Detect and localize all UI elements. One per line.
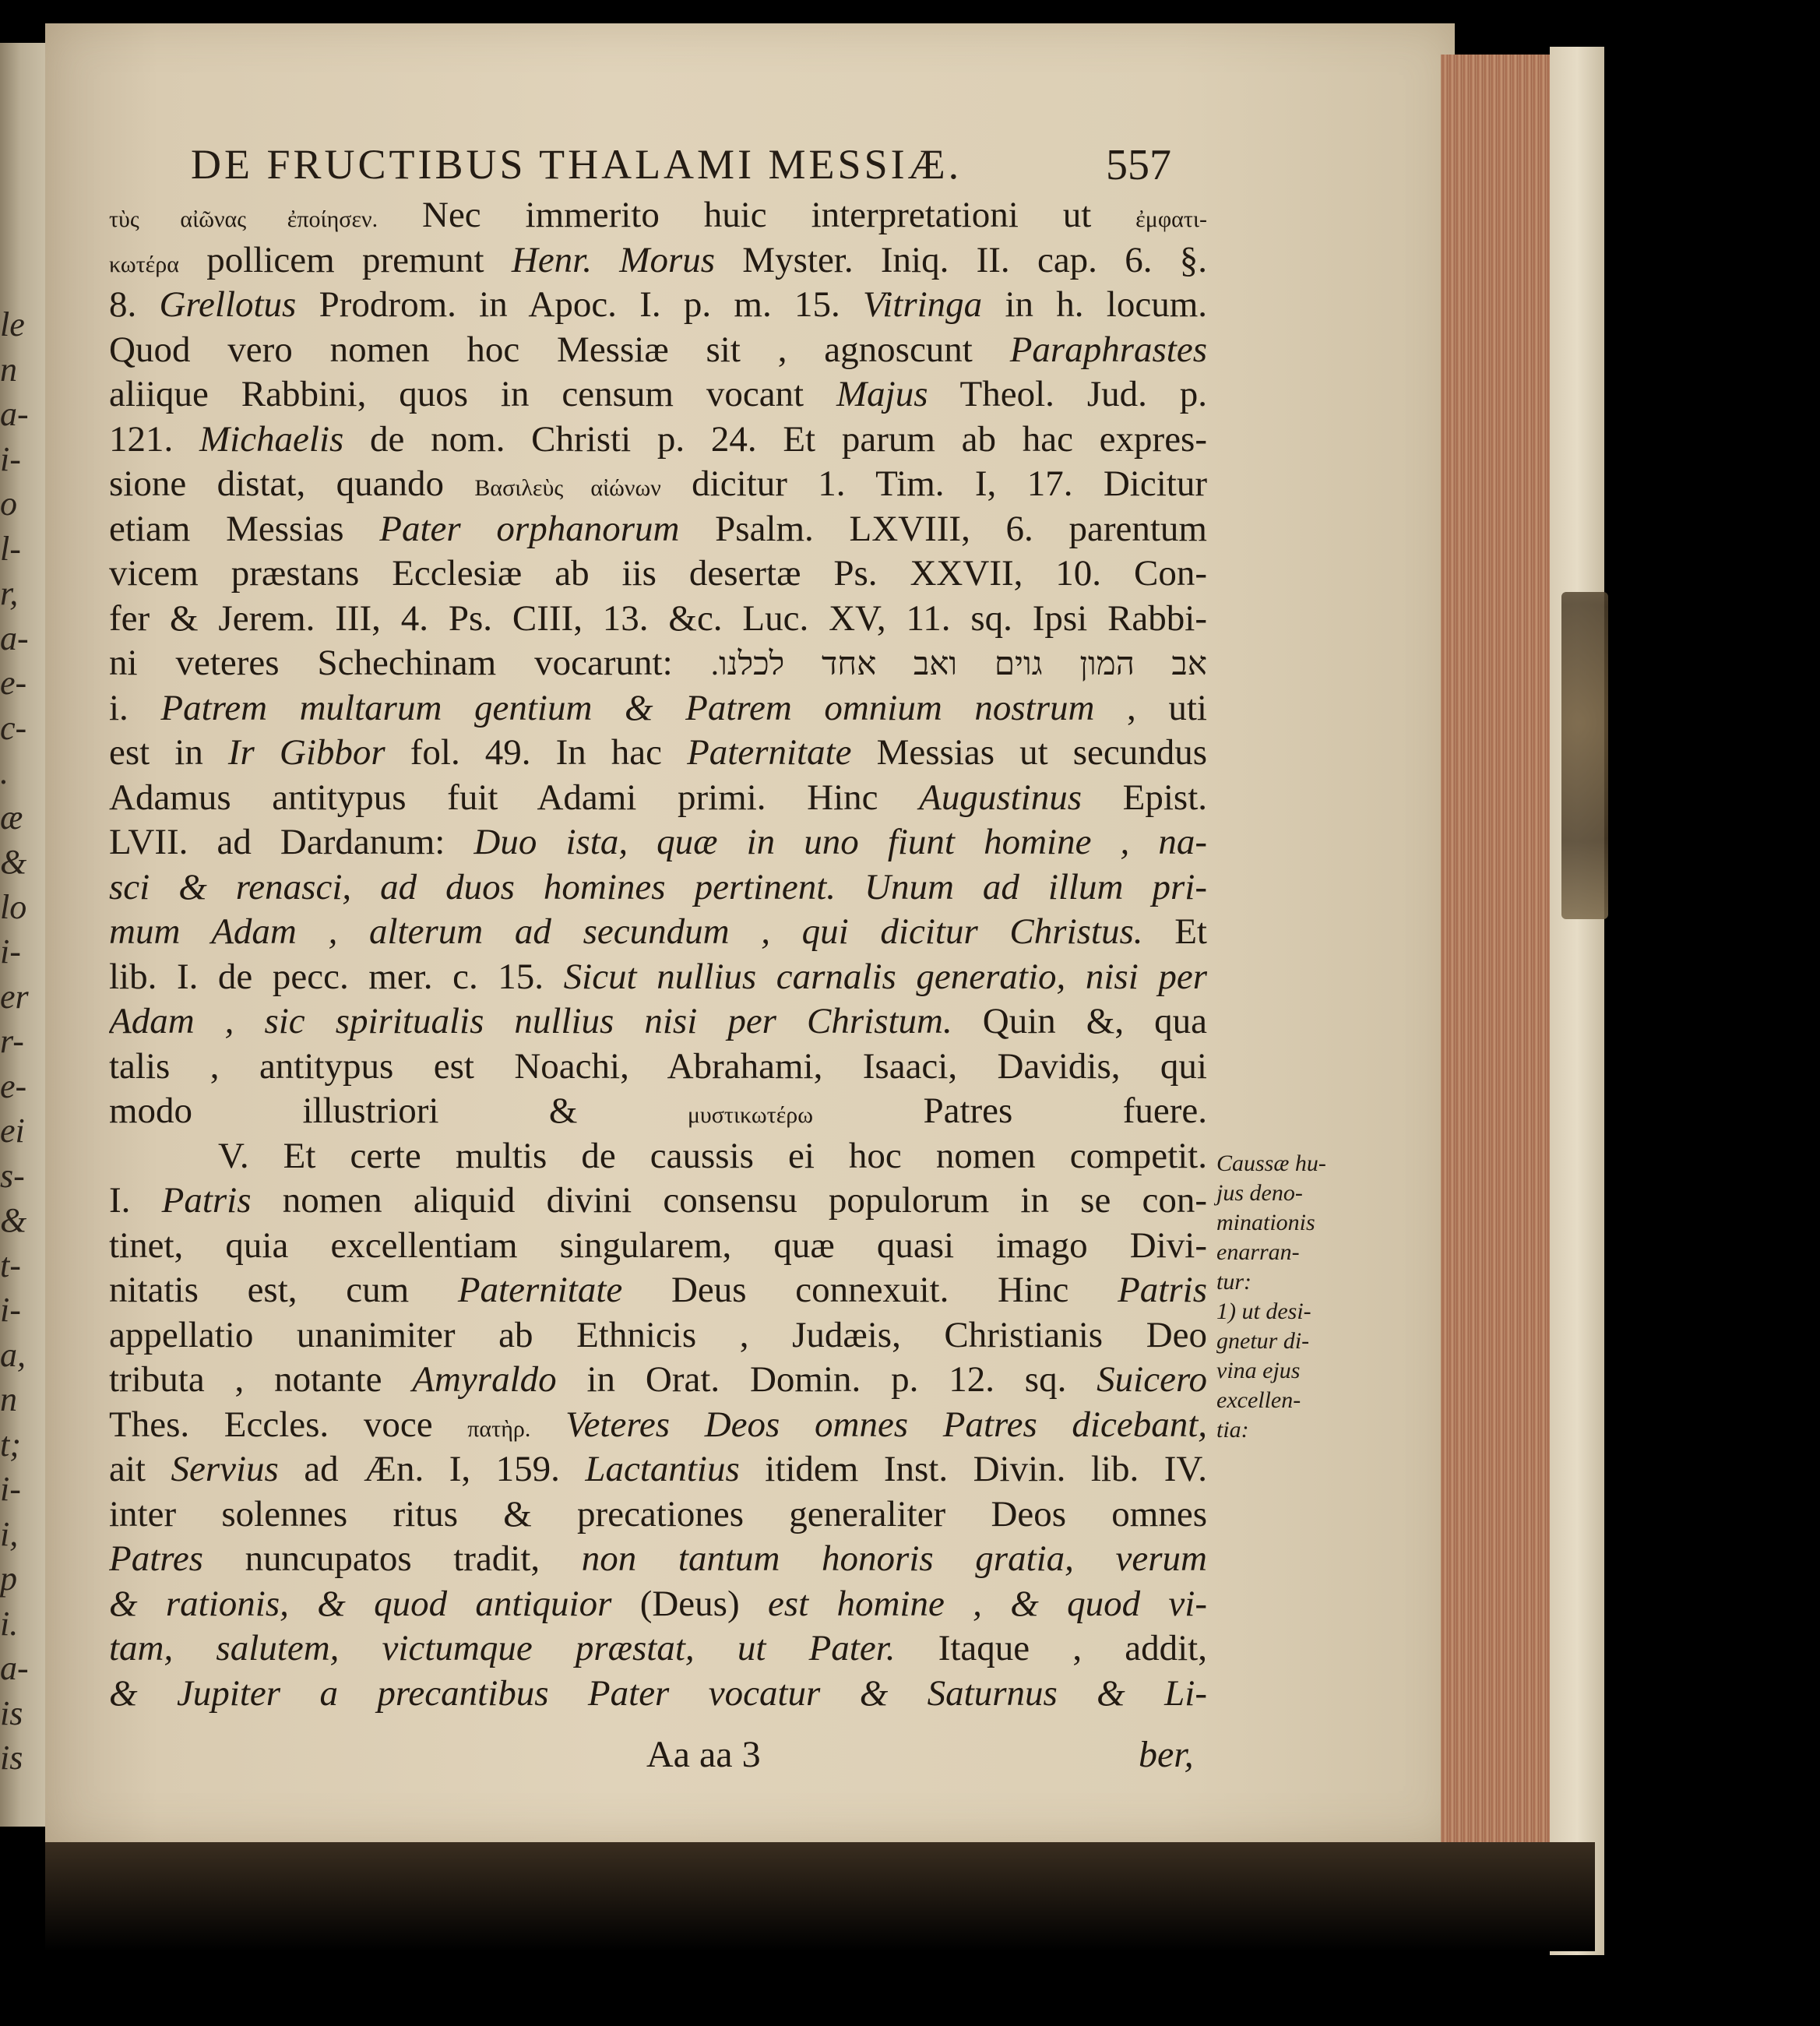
left-page-fragment: p [0,1559,17,1598]
greek-run: τὺς αἰῶνας ἐποίησεν. [109,206,378,232]
left-page-fragment: i, [0,1514,19,1553]
italic-run: & rationis, & quod antiquior [109,1583,612,1624]
book-cover-edge [1550,47,1604,1955]
left-page-fragment: o [0,484,17,523]
margin-note-line: minationis [1216,1210,1315,1235]
text-run: Nec immerito huic interpretationi ut [378,195,1136,235]
left-page-fragment: lo [0,887,27,926]
left-page-fragment: l- [0,529,21,568]
text-run: nomen aliquid divini consensu populorum in se con- [251,1180,1207,1221]
text-run: 121. [109,418,199,460]
text-run: modo illustriori & [109,1091,688,1131]
italic-run: Pater orphanorum [379,508,680,549]
text-line [109,1268,1207,1313]
text-line [109,776,1207,821]
catchword: ber, [1139,1734,1194,1775]
text-line [109,1537,1207,1582]
italic-run: Paternitate [687,732,852,773]
text-run: ad Æn. I, 159. [278,1449,586,1489]
text-line [109,1313,1207,1358]
text-line [109,1447,1207,1492]
text-run: vicem præstans Ecclesiæ ab iis desertæ Ps. XXVII, 10. Con- [109,553,1207,594]
text-run: Psalm. LXVIII, 6. parentum [679,508,1207,549]
text-line [109,372,1207,418]
left-page-fragment: & [0,843,27,881]
text-line [109,686,1207,731]
text-run: fol. 49. In hac [385,732,688,773]
text-run: ni veteres Schechinam vocarunt: [109,643,711,683]
text-line [109,910,1207,955]
text-run: appellatio unanimiter ab Ethnicis , Judæis, Christianis Deo [109,1314,1207,1355]
text-run: etiam Messias [109,508,380,549]
text-run [530,1404,565,1445]
italic-run: sci & renasci, ad duos homines pertinent. Unum ad illum pri- [109,866,1207,907]
text-line [109,641,1207,686]
left-page-fragment: le [0,305,25,344]
text-line [109,1626,1207,1672]
left-page-fragment: e- [0,664,27,702]
text-run: inter solennes ritus & precationes generaliter Deos omnes [109,1493,1207,1534]
running-head: DE FRUCTIBUS THALAMI MESSIÆ. [191,141,963,188]
text-run: , uti [1094,687,1207,728]
italic-run: Patris [1118,1270,1207,1310]
left-page-fragment: n [0,350,17,389]
text-line [109,1582,1207,1627]
left-page-fragment: a- [0,1649,29,1687]
text-line [109,955,1207,1000]
text-line [109,551,1207,597]
left-page-fragment: s- [0,1156,25,1195]
text-run: Messias ut secundus [851,732,1207,773]
text-run: Quod vero nomen hoc Messiæ sit , agnoscunt [109,329,1010,370]
text-line [109,820,1207,865]
italic-run: non tantum honoris gratia, verum [581,1538,1207,1579]
left-page-fragment: c- [0,708,27,747]
italic-run: Duo ista, quæ in uno fiunt homine , na- [473,822,1207,862]
greek-run: κωτέρα [109,251,179,277]
greek-run: πατὴρ. [467,1415,531,1442]
text-run: Theol. Jud. p. [928,374,1207,414]
left-page-fragment: i- [0,439,21,478]
text-line [109,1134,1207,1179]
text-line [109,328,1207,373]
left-page-fragment: r- [0,1022,24,1060]
italic-run: Amyraldo [412,1359,557,1400]
margin-note [1216,1149,1333,1445]
text-run: in Orat. Domin. p. 12. sq. [556,1359,1097,1400]
text-run: est in [109,732,228,773]
left-page-fragment: e- [0,1066,27,1105]
text-run: in h. locum. [982,284,1207,325]
text-run: Epist. [1082,777,1207,818]
text-run: V. Et certe multis de caussis ei hoc nomen competit. [218,1135,1207,1176]
text-line [109,462,1207,507]
margin-note-line: enarran- [1216,1239,1300,1265]
italic-run: Patris [161,1180,252,1221]
text-run: Adamus antitypus fuit Adami primi. Hinc [109,777,920,818]
text-run: talis , antitypus est Noachi, Abrahami, Isaaci, Davidis, qui [109,1045,1207,1087]
text-line [109,1045,1207,1090]
left-page-fragment: n [0,1380,17,1418]
text-run: Itaque , addit, [895,1628,1207,1668]
margin-note-line: excellen- [1216,1387,1301,1413]
text-line [109,1672,1207,1717]
greek-run: ἐμφατι- [1135,206,1207,232]
italic-run: Suicero [1097,1359,1207,1400]
page-number: 557 [1106,141,1171,189]
left-page-fragment: t- [0,1246,21,1284]
text-line [109,507,1207,552]
italic-run: Veteres Deos omnes Patres dicebant, [565,1404,1207,1445]
text-line [109,731,1207,776]
text-run: pollicem premunt [178,239,512,280]
left-page-fragment: æ [0,798,23,837]
text-run: Patres fuere. [813,1091,1207,1131]
italic-run: Lactantius [585,1449,740,1489]
italic-run: Grellotus [159,284,297,325]
left-page-fragment: is [0,1693,23,1732]
text-run: Prodrom. in Apoc. I. p. m. 15. [296,284,863,325]
italic-run: Vitringa [862,284,983,325]
left-page-fragment: & [0,1201,27,1239]
text-line [109,418,1207,463]
text-line [109,1492,1207,1538]
text-run: sione distat, quando [109,463,475,504]
italic-run: mum Adam , alterum ad secundum , qui dicitur Christus. [109,911,1143,952]
text-run: Et [1142,911,1207,952]
italic-run: Patrem multarum gentium & Patrem omnium nostrum [160,687,1095,728]
margin-note-line: tur: [1216,1269,1251,1295]
italic-run: Paternitate [457,1270,623,1310]
signature-mark: Aa aa 3 [646,1734,761,1775]
text-run: LVII. ad Dardanum: [109,822,474,862]
text-run: (Deus) [611,1583,768,1624]
text-run: aliique Rabbini, quos in censum vocant [109,374,837,414]
text-run: ait [109,1449,171,1489]
italic-run: Augustinus [919,777,1082,818]
italic-run: Adam , sic spiritualis nullius nisi per Christum. [109,1001,952,1041]
bottom-shadow [45,1842,1595,1951]
left-page-fragment: a- [0,395,29,433]
text-line [109,865,1207,911]
margin-note-line: Caussæ hu- [1216,1150,1326,1176]
italic-run: Servius [171,1449,279,1489]
left-page-fragment: er [0,977,29,1016]
text-run: fer & Jerem. III, 4. Ps. CIII, 13. &c. Luc. XV, 11. sq. Ipsi Rabbi- [109,597,1207,639]
text-run: nuncupatos tradit, [202,1538,582,1579]
text-line [109,597,1207,642]
body-text [109,193,1207,1716]
left-page-fragment: i- [0,1470,21,1508]
hebrew-run: אב המון גוים ואב אחד לכלנו. [710,647,1207,682]
italic-run: Paraphrastes [1009,329,1207,370]
italic-run: Patres [109,1538,203,1579]
greek-run: Βασιλεὺς αἰώνων [474,475,661,501]
cover-stain [1561,592,1608,919]
left-page-fragment: ei [0,1112,25,1150]
italic-run: est homine , & quod vi- [767,1583,1207,1624]
text-run: 8. [109,284,160,325]
text-run: Deus connexuit. Hinc [622,1270,1118,1310]
text-run: Myster. Iniq. II. cap. 6. §. [715,239,1207,280]
left-page-fragment: t; [0,1425,21,1464]
left-page-fragment: r, [0,574,19,612]
italic-run: Michaelis [199,418,344,460]
text-run: Thes. Eccles. voce [109,1404,468,1445]
text-run: I. [109,1180,162,1221]
text-run: dicitur 1. Tim. I, 17. Dicitur [660,463,1207,504]
text-line [109,1224,1207,1269]
text-line [109,1089,1207,1134]
left-page-fragment: i- [0,1291,21,1329]
text-line [109,283,1207,328]
left-page-fragment: i. [0,1604,19,1643]
italic-run: Sicut nullius carnalis generatio, nisi per [563,956,1207,997]
margin-note-line: 1) ut desi- [1216,1298,1311,1324]
margin-note-line: jus deno- [1216,1180,1303,1206]
left-page-fragment: i- [0,932,21,971]
italic-run: & Jupiter a precantibus Pater vocatur & Saturnus & Li- [109,1672,1207,1714]
left-page-fragment: a- [0,618,29,657]
text-line [109,193,1207,238]
text-run: lib. I. de pecc. mer. c. 15. [109,956,564,997]
text-line [109,1403,1207,1448]
margin-note-line: tia: [1216,1417,1249,1443]
text-run: itidem Inst. Divin. lib. IV. [739,1449,1207,1489]
greek-run: μυστικωτέρω [687,1102,814,1128]
margin-note-line: vina ejus [1216,1358,1301,1383]
left-page-fragment: is [0,1739,23,1777]
page-edges [1441,55,1558,1885]
margin-note-line: gnetur di- [1216,1328,1310,1354]
text-run: i. [109,687,161,728]
italic-run: tam, salutem, victumque præstat, ut Pater. [109,1628,896,1668]
text-run: tinet, quia excellentiam singularem, quæ quasi imago Divi- [109,1224,1207,1266]
italic-run: Henr. Morus [511,239,716,280]
text-line [109,1179,1207,1224]
italic-run: Majus [836,374,928,414]
text-run: de nom. Christi p. 24. Et parum ab hac expres- [343,418,1207,460]
text-run: Quin &, qua [952,1001,1207,1041]
text-run: tributa , notante [109,1359,413,1400]
text-line [109,999,1207,1045]
left-page-fragment: a, [0,1335,26,1374]
text-line [109,1358,1207,1403]
text-line [109,238,1207,284]
left-page-fragment: . [0,753,9,791]
italic-run: Ir Gibbor [227,732,385,773]
text-run: nitatis est, cum [109,1270,458,1310]
